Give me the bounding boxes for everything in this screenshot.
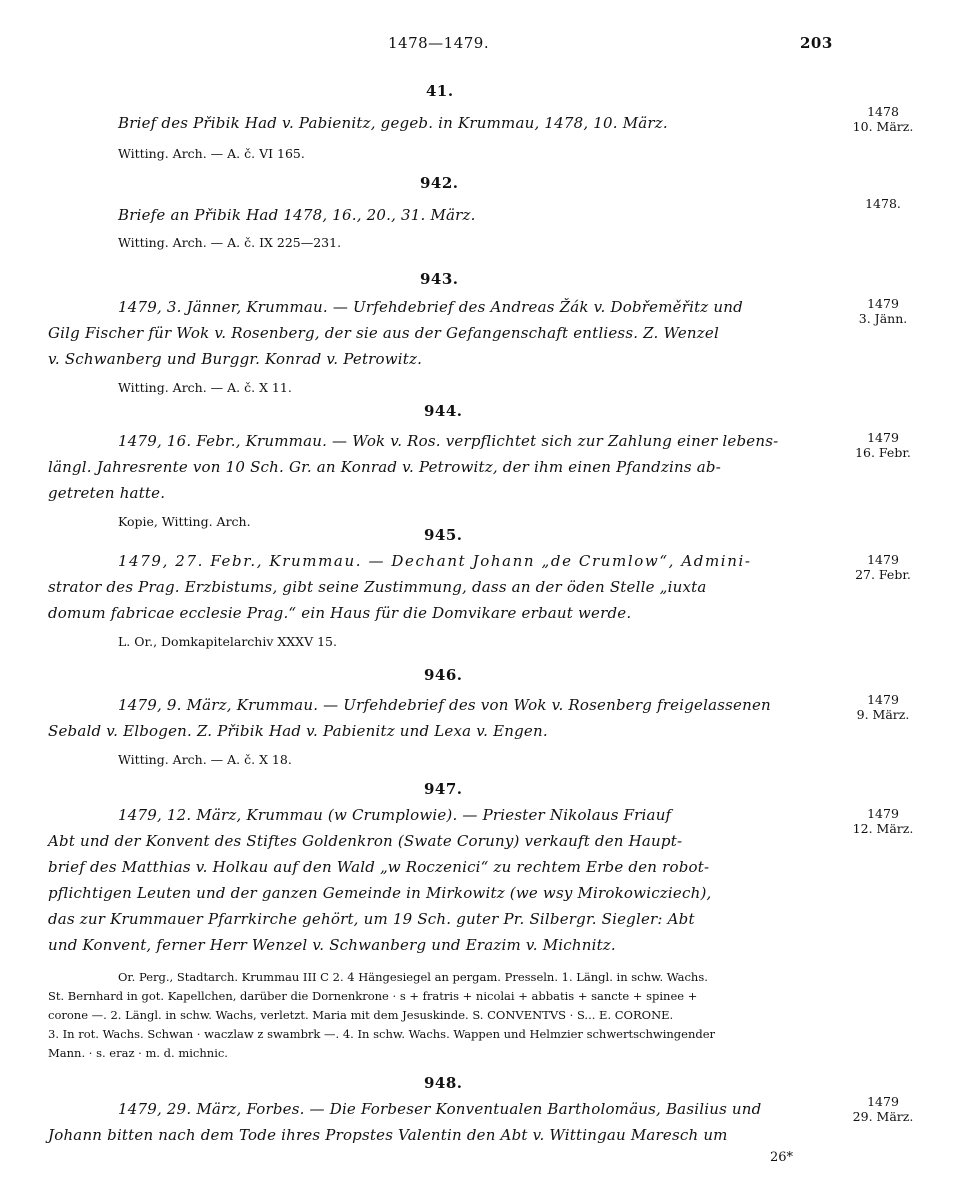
margin-year: 1479 <box>867 806 899 821</box>
entry-source: Witting. Arch. — A. č. IX 225—231. <box>118 235 342 250</box>
margin-year: 1479 <box>867 552 899 567</box>
entry-text-line: 1479, 27. Febr., Krummau. — Dechant Johann „de Crumlow“, Admini- <box>118 552 752 570</box>
margin-year: 1479 <box>867 296 899 311</box>
entry-number: 946. <box>424 666 463 684</box>
entry-source: Witting. Arch. — A. č. VI 165. <box>118 146 305 161</box>
entry-note-line: St. Bernhard in got. Kapellchen, darüber die Dornenkrone · s + fratris + nicolai + abbatis + sancte + spinee + <box>48 989 698 1003</box>
margin-year: 1478 <box>867 104 899 119</box>
entry-text-line: domum fabricae ecclesie Prag.“ ein Haus für die Domvikare erbaut werde. <box>48 604 632 622</box>
margin-day: 16. Febr. <box>855 445 911 460</box>
entry-text-line: Abt und der Konvent des Stiftes Goldenkron (Swate Coruny) verkauft den Haupt- <box>48 832 683 850</box>
running-header-years: 1478—1479. <box>388 34 490 52</box>
entry-number: 948. <box>424 1074 463 1092</box>
margin-date <box>846 104 920 134</box>
margin-day: 10. März. <box>852 119 914 134</box>
margin-year: 1479 <box>867 430 899 445</box>
margin-year: 1479 <box>867 1094 899 1109</box>
margin-date <box>846 430 920 460</box>
entry-text-line: 1479, 29. März, Forbes. — Die Forbeser Konventualen Bartholomäus, Basilius und <box>118 1100 762 1118</box>
entry-note-line: corone —. 2. Längl. in schw. Wachs, verletzt. Maria mit dem Jesuskinde. S. CONVENTVS · S... E. CORONE. <box>48 1008 674 1022</box>
entry-number: 943. <box>420 270 459 288</box>
entry-text-line: längl. Jahresrente von 10 Sch. Gr. an Konrad v. Petrowitz, der ihm einen Pfandzins ab- <box>48 458 721 476</box>
entry-text-line: pflichtigen Leuten und der ganzen Gemeinde in Mirkowitz (we wsy Mirokowicziech), <box>48 884 712 902</box>
entry-text-line: das zur Krummauer Pfarrkirche gehört, um 19 Sch. guter Pr. Silbergr. Siegler: Abt <box>48 910 695 928</box>
page-number: 203 <box>800 34 833 52</box>
entry-text-line: 1479, 12. März, Krummau (w Crumplowie). — Priester Nikolaus Friauf <box>118 806 672 824</box>
entry-text-line: Briefe an Přibik Had 1478, 16., 20., 31. März. <box>118 206 476 224</box>
margin-day: 27. Febr. <box>855 567 911 582</box>
entry-text-line: Gilg Fischer für Wok v. Rosenberg, der sie aus der Gefangenschaft entliess. Z. Wenzel <box>48 324 719 342</box>
entry-number: 945. <box>424 526 463 544</box>
margin-date <box>846 552 920 582</box>
entry-number: 944. <box>424 402 463 420</box>
entry-text-line: 1479, 9. März, Krummau. — Urfehdebrief des von Wok v. Rosenberg freigelassenen <box>118 696 771 714</box>
printer-signature: 26* <box>770 1150 794 1165</box>
margin-date <box>846 692 920 722</box>
entry-text-line: Johann bitten nach dem Tode ihres Propstes Valentin den Abt v. Wittingau Maresch um <box>48 1126 728 1144</box>
entry-text-line: v. Schwanberg und Burggr. Konrad v. Petrowitz. <box>48 350 423 368</box>
margin-day: 9. März. <box>856 707 910 722</box>
margin-year: 1478. <box>865 196 901 211</box>
margin-date <box>846 806 920 836</box>
entry-text-line: Brief des Přibik Had v. Pabienitz, gegeb. in Krummau, 1478, 10. März. <box>118 114 668 132</box>
entry-number: 41. <box>426 82 454 100</box>
margin-date <box>846 296 920 326</box>
entry-number: 942. <box>420 174 459 192</box>
entry-text-line: Sebald v. Elbogen. Z. Přibik Had v. Pabienitz und Lexa v. Engen. <box>48 722 548 740</box>
entry-text-line: getreten hatte. <box>48 484 166 502</box>
entry-source: Kopie, Witting. Arch. <box>118 514 251 529</box>
entry-text-line: und Konvent, ferner Herr Wenzel v. Schwanberg und Erazim v. Michnitz. <box>48 936 616 954</box>
entry-source: L. Or., Domkapitelarchiv XXXV 15. <box>118 634 337 649</box>
entry-note-line: Or. Perg., Stadtarch. Krummau III C 2. 4 Hängesiegel an pergam. Presseln. 1. Längl. in schw. Wachs. <box>118 970 708 984</box>
margin-date <box>846 1094 920 1124</box>
margin-date <box>846 196 920 211</box>
entry-text-line: 1479, 16. Febr., Krummau. — Wok v. Ros. verpflichtet sich zur Zahlung einer lebens- <box>118 432 779 450</box>
margin-day: 12. März. <box>852 821 914 836</box>
entry-note-line: 3. In rot. Wachs. Schwan · waczlaw z swambrk —. 4. In schw. Wachs. Wappen und Helmzier schwertschwingender <box>48 1027 716 1041</box>
entry-text-line: brief des Matthias v. Holkau auf den Wald „w Roczenici“ zu rechtem Erbe den robot- <box>48 858 710 876</box>
margin-day: 3. Jänn. <box>858 311 908 326</box>
entry-text-line: strator des Prag. Erzbistums, gibt seine Zustimmung, dass an der öden Stelle „iuxta <box>48 578 707 596</box>
entry-note-line: Mann. · s. eraz · m. d. michnic. <box>48 1046 228 1060</box>
entry-source: Witting. Arch. — A. č. X 18. <box>118 752 292 767</box>
margin-year: 1479 <box>867 692 899 707</box>
entry-number: 947. <box>424 780 463 798</box>
margin-day: 29. März. <box>852 1109 914 1124</box>
entry-source: Witting. Arch. — A. č. X 11. <box>118 380 292 395</box>
entry-text-line: 1479, 3. Jänner, Krummau. — Urfehdebrief des Andreas Žák v. Dobřeměřitz und <box>118 298 743 316</box>
